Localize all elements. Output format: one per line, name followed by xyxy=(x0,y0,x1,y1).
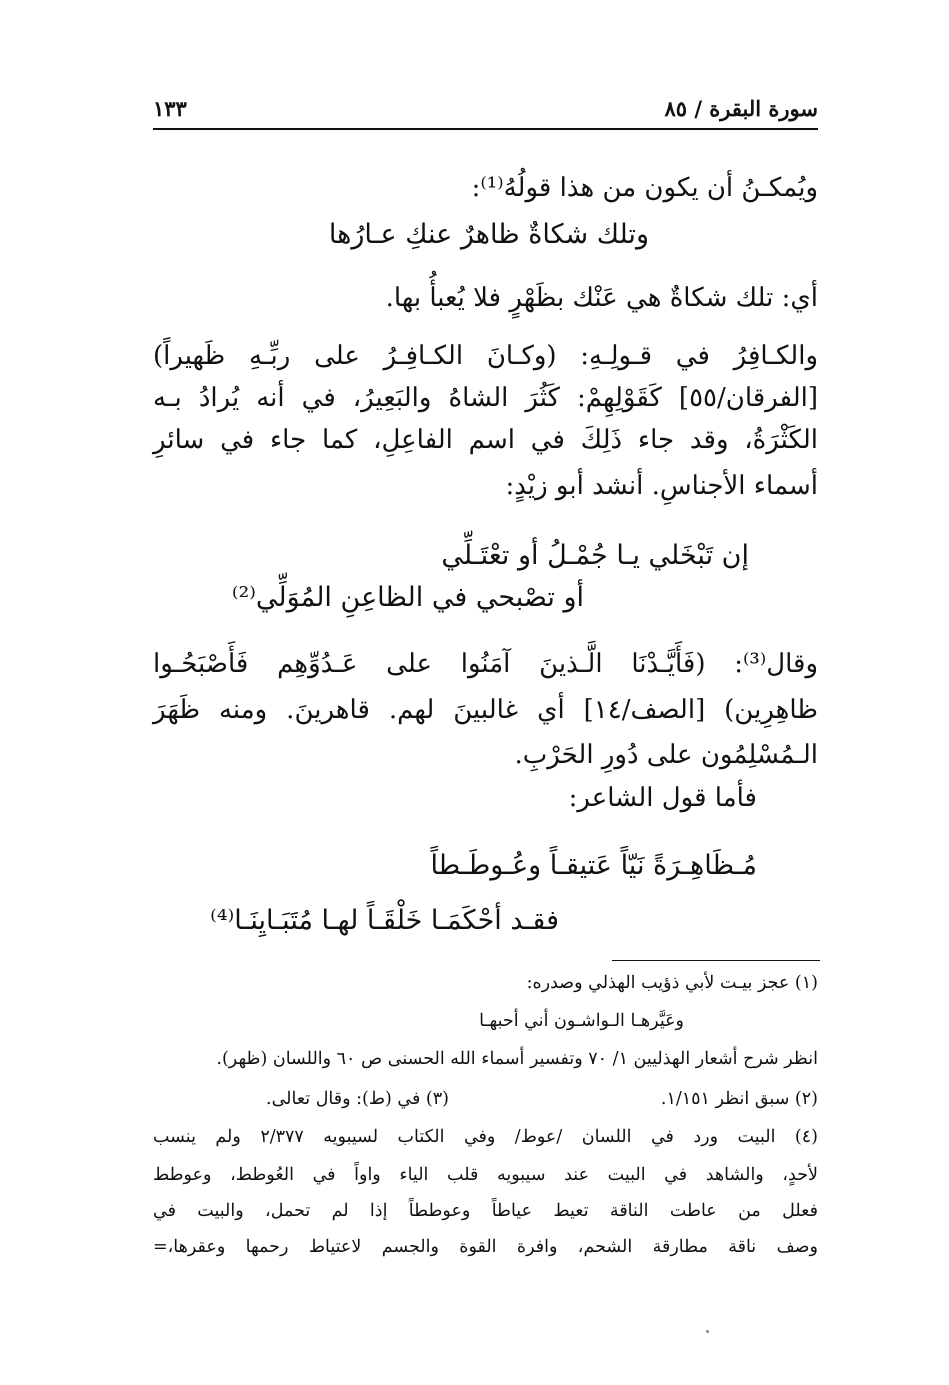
footnote-separator xyxy=(612,960,820,961)
footnote-line: وصف ناقة مطارقة الشحم، وافرة القوة والجسم لاعتياط رحمها وعقرها،= xyxy=(153,1237,818,1257)
footnote-line: (١) عجز بيـت لأبي ذؤيب الهذلي وصدره: xyxy=(526,973,818,993)
body-line: الـمُسْلِمُون على دُورِ الحَرْبِ. xyxy=(514,740,818,770)
footnote-line: (٢) سبق انظر ١/١٥١. xyxy=(660,1089,818,1109)
footnote-line: انظر شرح أشعار الهذليين ١/ ٧٠ وتفسير أسماء الله الحسنى ص ٦٠ واللسان (ظهر). xyxy=(216,1049,818,1069)
scan-speck xyxy=(706,1330,709,1333)
body-line: ويُمكـنُ أن يكون من هذا قولُهُ⁽¹⁾: xyxy=(471,173,818,203)
verse-line: وتلك شكاةٌ ظاهرٌ عنكِ عـارُها xyxy=(328,219,649,250)
verse-line: مُـظَاهِـرَةً نَيّاً عَتيقـاً وعُـوطَـطاً xyxy=(430,850,757,881)
page-number: ١٣٣ xyxy=(153,96,187,121)
body-line: أسماء الأجناسِ. أنشد أبو زيْدٍ: xyxy=(505,471,818,501)
footnote-line: فعلل من عاطت الناقة تعيط عياطاً وعوططاً إذا لم تحمل، والبيت في xyxy=(153,1201,818,1221)
body-line: الكَثْرَةُ، وقد جاء ذَلِكَ في اسم الفاعِلِ، كما جاء في سائرِ xyxy=(153,425,818,455)
body-line: فأما قول الشاعر: xyxy=(568,783,757,813)
body-line: ظاهِرِين) [الصف/١٤] أي غالبينَ لهم. قاهرينَ. ومنه ظَهَرَ xyxy=(153,695,818,725)
surah-title: سورة البقرة / ٨٥ xyxy=(664,96,818,121)
verse-line: أو تصْبحي في الظاعِنِ المُوَلِّي⁽²⁾ xyxy=(231,582,584,613)
footnote-line: لأحدٍ، والشاهد في البيت عند سيبويه قلب الياء واواً في العُوطط، وعوطط xyxy=(153,1165,818,1185)
body-line: والكـافِرُ في قـولِـهِ: (وكـانَ الكـافِـرُ على ربِّـهِ ظَهيراً) xyxy=(153,341,818,371)
verse-line: إن تَبْخَلي يـا جُمْـلُ أو تعْتَـلِّي xyxy=(441,540,749,571)
verse-line: فقـد أحْكَمَـا خَلْقَـاً لهـا مُتَبَـايِنَـا⁽⁴⁾ xyxy=(210,905,559,936)
body-line: أي: تلك شكاةٌ هي عَنْك بظَهْرٍ فلا يُعبأُ بها. xyxy=(385,283,818,313)
footnote-verse: وعَيَّرهـا الـواشـون أني أحبهـا xyxy=(479,1011,684,1031)
page-header xyxy=(153,96,818,130)
footnote-line: (٤) البيت ورد في اللسان /عوط/ وفي الكتاب لسيبويه ٢/٣٧٧ ولم ينسب xyxy=(153,1127,818,1147)
footnote-line: (٣) في (ط): وقال تعالى. xyxy=(266,1089,449,1109)
body-line: وقال⁽³⁾: (فَأَيَّـدْنَا الَّـذينَ آمَنُوا على عَـدُوِّهِم فَأَصْبَحُـوا xyxy=(153,649,818,679)
body-line: [الفرقان/٥٥] كَقَوْلِهِمْ: كَثُرَ الشاهُ والبَعِيرُ، في أنه يُرادُ بـه xyxy=(153,383,818,413)
